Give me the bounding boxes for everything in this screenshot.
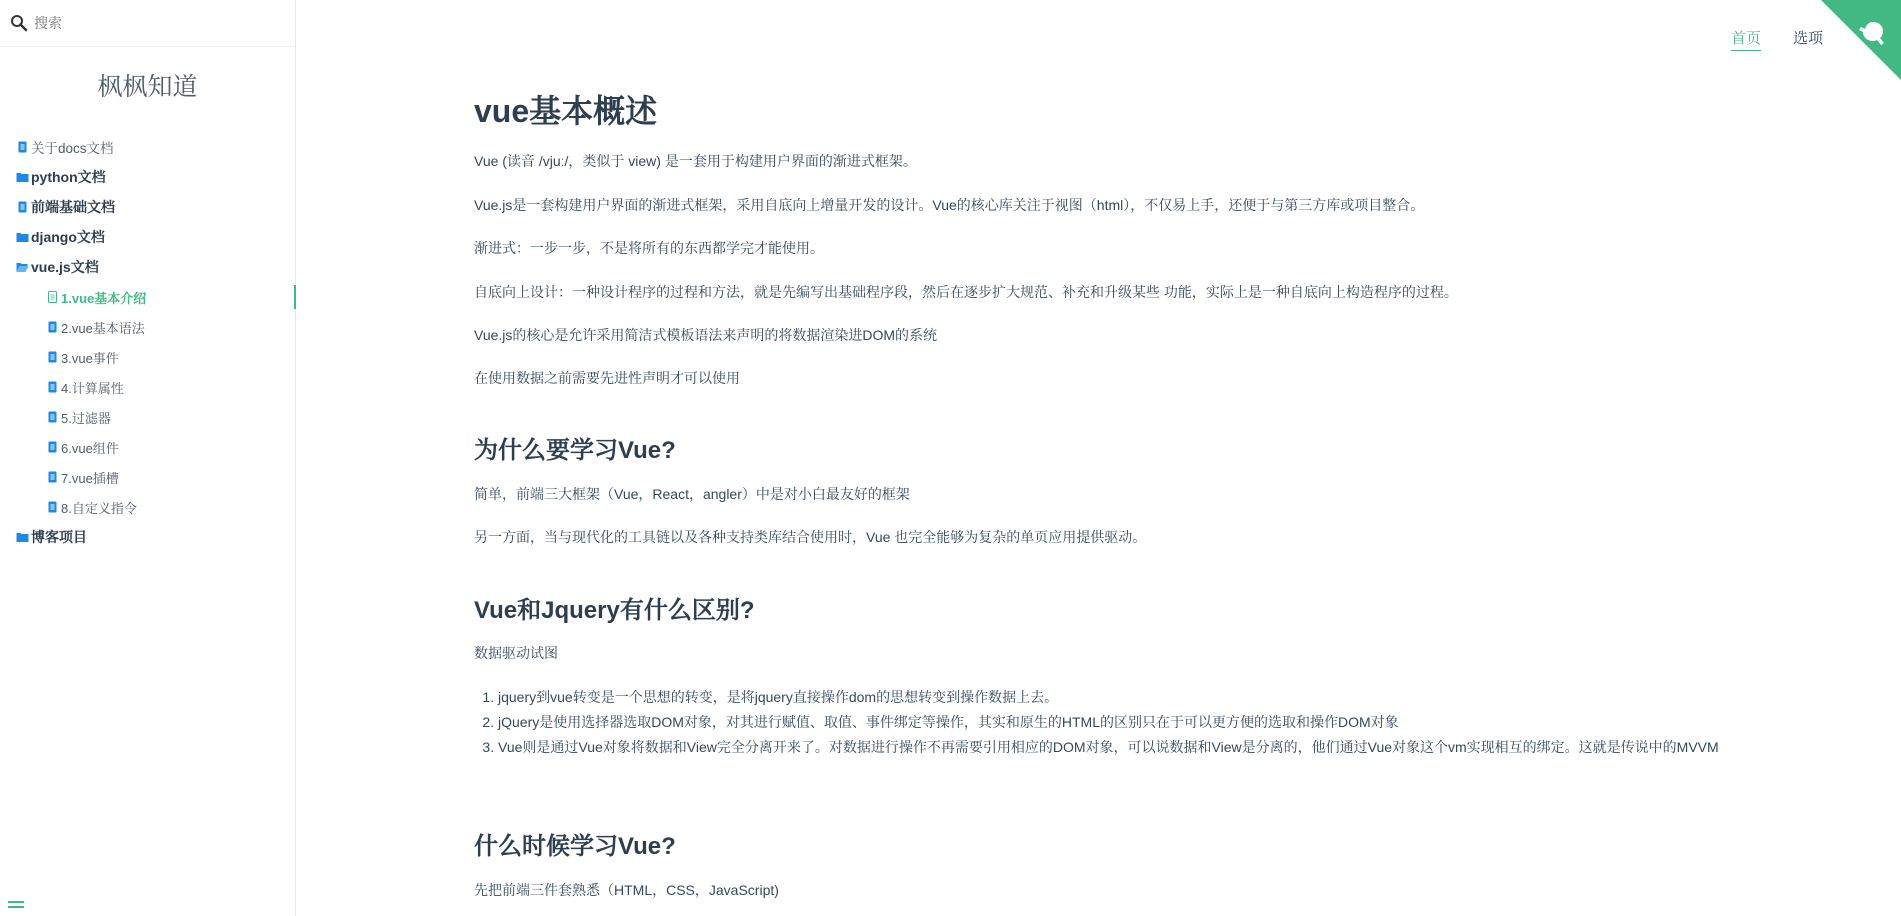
sidebar-item-label: python文档 bbox=[31, 169, 106, 185]
folder-open-icon bbox=[16, 261, 29, 273]
folder-icon bbox=[16, 531, 29, 543]
difference-list bbox=[474, 685, 1734, 760]
search-input[interactable] bbox=[32, 14, 272, 32]
search-bar bbox=[0, 0, 295, 47]
top-nav bbox=[1731, 27, 1823, 51]
sidebar-item-django[interactable] bbox=[0, 222, 295, 252]
sidebar-item-vue-syntax[interactable] bbox=[0, 312, 295, 342]
document-icon bbox=[46, 441, 59, 453]
folder-icon bbox=[16, 171, 29, 183]
sidebar-item-label: 2.vue基本语法 bbox=[61, 320, 145, 336]
sidebar-item-components[interactable] bbox=[0, 432, 295, 462]
document-icon bbox=[16, 141, 29, 153]
sidebar-item-label: vue.js文档 bbox=[31, 259, 99, 275]
document-icon bbox=[46, 381, 59, 393]
paragraph: Vue.js是一套构建用户界面的渐进式框架，采用自底向上增量开发的设计。Vue的核心库关注于视图（html），不仅易上手，还便于与第三方库或项目整合。 bbox=[474, 197, 1425, 213]
section-heading: 什么时候学习Vue? bbox=[474, 833, 676, 860]
sidebar-item-label: 博客项目 bbox=[31, 529, 87, 545]
sidebar-item-vue-events[interactable] bbox=[0, 342, 295, 372]
section-heading: 为什么要学习Vue? bbox=[474, 437, 676, 464]
page-title: vue基本概述 bbox=[474, 93, 658, 129]
sidebar-item-label: 8.自定义指令 bbox=[61, 500, 137, 516]
paragraph: 先把前端三件套熟悉（HTML，CSS，JavaScript) bbox=[474, 882, 779, 898]
paragraph: 简单，前端三大框架（Vue，React，angler）中是对小白最友好的框架 bbox=[474, 486, 910, 502]
folder-icon bbox=[16, 231, 29, 243]
sidebar-item-label: 3.vue事件 bbox=[61, 350, 119, 366]
paragraph: Vue (读音 /vjuː/，类似于 view) 是一套用于构建用户界面的渐进式框架。 bbox=[474, 153, 917, 169]
sidebar-nav bbox=[0, 132, 295, 552]
nav-home-link[interactable]: 首页 bbox=[1731, 27, 1761, 51]
list-item: 1. jquery到vue转变是一个思想的转变，是将jquery直接操作dom的思想转变到操作数据上去。 bbox=[498, 685, 1734, 710]
sidebar-item-docs[interactable] bbox=[0, 132, 295, 162]
sidebar-item-label: 1.vue基本介绍 bbox=[61, 290, 147, 306]
sidebar-item-vue-intro[interactable] bbox=[0, 282, 295, 312]
sidebar-item-blog[interactable] bbox=[0, 522, 295, 552]
paragraph: Vue.js的核心是允许采用简洁式模板语法来声明的将数据渲染进DOM的系统 bbox=[474, 327, 938, 343]
document-icon bbox=[46, 471, 59, 483]
paragraph: 渐进式：一步一步，不是将所有的东西都学完才能使用。 bbox=[474, 240, 824, 256]
sidebar-item-label: 前端基础文档 bbox=[31, 199, 115, 215]
section-heading: Vue和Jquery有什么区别? bbox=[474, 597, 755, 624]
sidebar-item-vuejs[interactable] bbox=[0, 252, 295, 282]
search-icon bbox=[10, 14, 28, 32]
sidebar-item-directives[interactable] bbox=[0, 492, 295, 522]
document-icon bbox=[46, 321, 59, 333]
paragraph: 另一方面，当与现代化的工具链以及各种支持类库结合使用时，Vue 也完全能够为复杂的单页应用提供驱动。 bbox=[474, 529, 1147, 545]
list-item: 3. Vue则是通过Vue对象将数据和View完全分离开来了。对数据进行操作不再需要引用相应的DOM对象，可以说数据和View是分离的，他们通过Vue对象这个vm实现相互的绑定。这就是传说中的MVVM bbox=[498, 735, 1734, 760]
sidebar-item-label: 7.vue插槽 bbox=[61, 470, 119, 486]
sidebar-item-python[interactable] bbox=[0, 162, 295, 192]
list-item: 2. jQuery是使用选择器选取DOM对象，对其进行赋值、取值、事件绑定等操作，其实和原生的HTML的区别只在于可以更方便的选取和操作DOM对象 bbox=[498, 710, 1734, 735]
hamburger-icon-line bbox=[8, 906, 24, 908]
github-corner-icon[interactable] bbox=[1821, 0, 1901, 80]
paragraph: 数据驱动试图 bbox=[474, 645, 558, 661]
sidebar-item-label: 6.vue组件 bbox=[61, 440, 119, 456]
document-outline-icon bbox=[46, 291, 59, 303]
sidebar-item-label: django文档 bbox=[31, 229, 105, 245]
sidebar-item-label: 4.计算属性 bbox=[61, 380, 124, 396]
sidebar-item-slots[interactable] bbox=[0, 462, 295, 492]
sidebar-item-computed[interactable] bbox=[0, 372, 295, 402]
sidebar-item-frontend[interactable] bbox=[0, 192, 295, 222]
nav-options-link[interactable]: 选项 bbox=[1792, 30, 1823, 47]
sidebar-item-label: 5.过滤器 bbox=[61, 410, 111, 426]
sidebar-item-filters[interactable] bbox=[0, 402, 295, 432]
document-icon bbox=[46, 411, 59, 423]
document-icon bbox=[16, 201, 29, 213]
paragraph: 自底向上设计：一种设计程序的过程和方法，就是先编写出基础程序段，然后在逐步扩大规范、补充和升级某些 功能，实际上是一种自底向上构造程序的过程。 bbox=[474, 284, 1458, 300]
document-icon bbox=[46, 501, 59, 513]
sidebar-item-label: 关于docs文档 bbox=[31, 141, 114, 156]
sidebar bbox=[0, 0, 296, 916]
document-icon bbox=[46, 351, 59, 363]
site-title[interactable]: 枫枫知道 bbox=[97, 72, 198, 101]
hamburger-icon bbox=[8, 901, 24, 903]
sidebar-toggle-button[interactable] bbox=[8, 901, 24, 913]
paragraph: 在使用数据之前需要先进性声明才可以使用 bbox=[474, 370, 740, 386]
